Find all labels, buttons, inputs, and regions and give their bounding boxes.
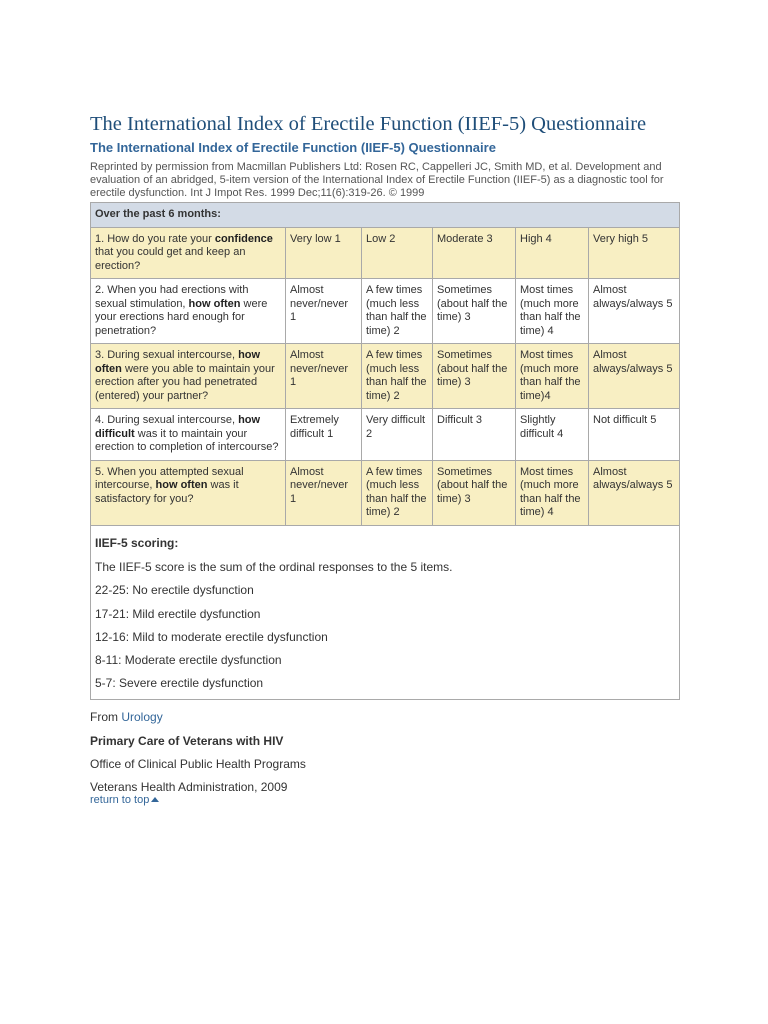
answer-cell: Slightly difficult 4	[516, 409, 589, 461]
table-row	[91, 409, 680, 461]
answer-cell: Almost always/always 5	[589, 279, 680, 344]
answer-cell: A few times (much less than half the time) 2	[362, 344, 433, 409]
return-to-top-label: return to top	[90, 794, 150, 807]
scoring-line: 5-7: Severe erectile dysfunction	[95, 676, 264, 691]
answer-cell: A few times (much less than half the time) 2	[362, 460, 433, 525]
answer-cell: Sometimes (about half the time) 3	[433, 344, 516, 409]
question-emphasis: how often	[95, 349, 261, 375]
answer-cell: Very low 1	[286, 227, 362, 279]
question-cell	[91, 227, 286, 279]
answer-cell: Most times (much more than half the time) 4	[516, 460, 589, 525]
question-text: 3. During sexual intercourse,	[95, 349, 239, 361]
question-text: was it satisfactory for you?	[95, 479, 239, 505]
table-row	[91, 227, 680, 279]
question-text: that you could get and keep an erection?	[95, 246, 246, 272]
question-text: 1. How do you rate your	[95, 232, 215, 245]
source-line	[90, 710, 679, 724]
scoring-cell	[91, 525, 680, 700]
question-text: was it to maintain your erection to completion of intercourse?	[95, 427, 279, 453]
question-cell	[91, 409, 286, 461]
answer-cell: Very difficult 2	[362, 409, 433, 461]
answer-cell: Almost never/never 1	[286, 344, 362, 409]
content-area	[90, 112, 679, 807]
urology-link[interactable]: Urology	[121, 710, 163, 725]
question-emphasis: how often	[155, 479, 208, 491]
scoring-line: The IIEF-5 score is the sum of the ordinal responses to the 5 items.	[95, 560, 453, 574]
answer-cell: Not difficult 5	[589, 409, 680, 461]
table-row	[91, 344, 680, 409]
answer-cell: Almost never/never 1	[286, 279, 362, 344]
up-triangle-icon	[151, 797, 159, 802]
question-emphasis: how difficult	[95, 414, 261, 440]
page-title: The International Index of Erectile Function (IIEF-5) Questionnaire	[90, 113, 647, 135]
question-text: 4. During sexual intercourse,	[95, 414, 239, 426]
answer-cell: High 4	[516, 227, 589, 279]
scoring-title: IIEF-5 scoring:	[95, 535, 179, 550]
scoring-line: 22-25: No erectile dysfunction	[95, 583, 254, 598]
answer-cell: Extremely difficult 1	[286, 409, 362, 461]
answer-cell: Most times (much more than half the time)4	[516, 344, 589, 409]
office-name: Office of Clinical Public Health Programs	[90, 757, 306, 772]
scoring-line: 12-16: Mild to moderate erectile dysfunction	[95, 629, 328, 644]
answer-cell: Almost always/always 5	[589, 460, 680, 525]
question-cell	[91, 279, 286, 344]
table-header: Over the past 6 months:	[91, 203, 680, 228]
question-text: were your erections hard enough for penetration?	[95, 297, 268, 337]
question-text: were you able to maintain your erection after you had penetrated (entered) your partner?	[95, 362, 275, 402]
scoring-row	[91, 525, 680, 700]
question-emphasis: how often	[188, 297, 241, 310]
scoring-line: 17-21: Mild erectile dysfunction	[95, 606, 261, 621]
answer-cell: Almost never/never 1	[286, 460, 362, 525]
table-header-row	[91, 203, 680, 228]
answer-cell: Very high 5	[589, 227, 680, 279]
table-row	[91, 279, 680, 344]
return-to-top-link[interactable]	[90, 794, 679, 807]
question-text: 5. When you attempted sexual intercourse,	[95, 465, 244, 491]
answer-cell: A few times (much less than half the time) 2	[362, 279, 433, 344]
vha-line: Veterans Health Administration, 2009	[90, 780, 288, 795]
question-text: 2. When you had erections with sexual stimulation,	[95, 284, 249, 310]
question-cell	[91, 460, 286, 525]
answer-cell: Sometimes (about half the time) 3	[433, 279, 516, 344]
table-row	[91, 460, 680, 525]
source-prefix: From	[90, 710, 122, 725]
section-subtitle: The International Index of Erectile Function (IIEF-5) Questionnaire	[90, 140, 496, 155]
answer-cell: Almost always/always 5	[589, 344, 680, 409]
scoring-line: 8-11: Moderate erectile dysfunction	[95, 653, 282, 668]
question-cell	[91, 344, 286, 409]
answer-cell: Most times (much more than half the time) 4	[516, 279, 589, 344]
iief-table	[90, 202, 680, 700]
reprint-notice: Reprinted by permission from Macmillan Publishers Ltd: Rosen RC, Cappelleri JC, Smith MD, et al. Development and evaluation of an abridged, 5-item version of the International Index of Erectile Function (IIEF-5) as a diagnostic tool for erectile dysfunction. Int J Impot Res. 1999 Dec;11(6):319-26. © 1999	[90, 161, 664, 199]
answer-cell: Sometimes (about half the time) 3	[433, 460, 516, 525]
org-title: Primary Care of Veterans with HIV	[90, 734, 284, 749]
answer-cell: Low 2	[362, 227, 433, 279]
question-emphasis: confidence	[214, 232, 273, 245]
answer-cell: Moderate 3	[433, 227, 516, 279]
answer-cell: Difficult 3	[433, 409, 516, 461]
